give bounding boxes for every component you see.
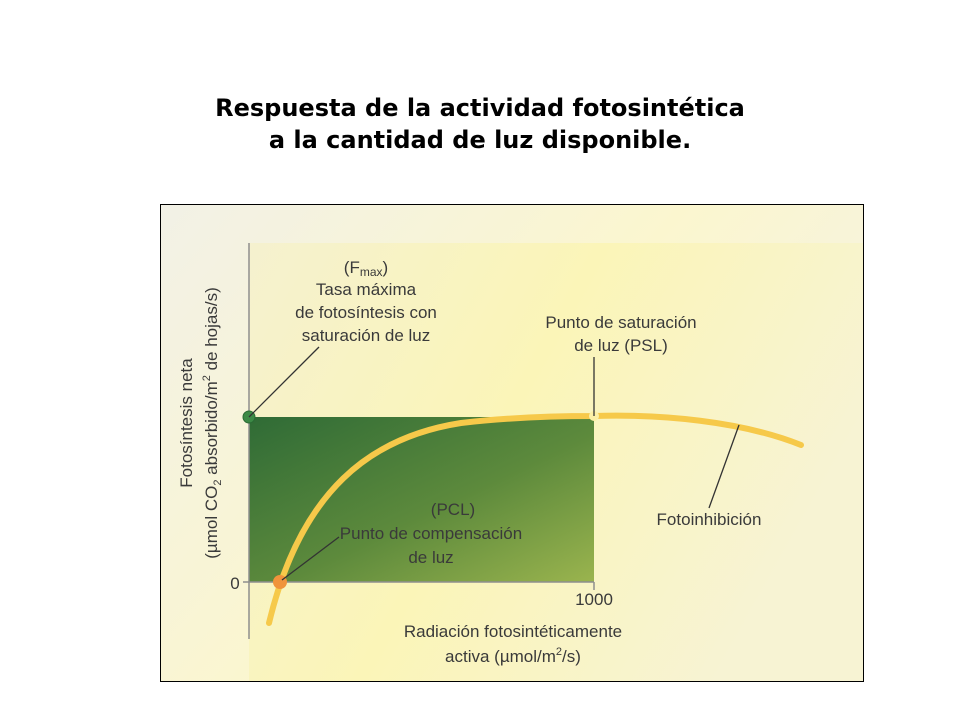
psl-label-2: de luz (PSL) xyxy=(574,336,668,355)
y-axis-title-1: Fotosíntesis neta xyxy=(177,358,196,488)
light-response-diagram xyxy=(161,205,863,681)
fmax-desc-1: Tasa máxima xyxy=(315,280,417,299)
slide-title xyxy=(0,92,960,156)
y-tick-zero: 0 xyxy=(230,574,240,593)
fmax-desc-3: saturación de luz xyxy=(301,326,431,345)
x-axis-title-2: activa $(\mu mol/m^2/s)$ xyxy=(445,646,581,666)
y-axis-title-2: (µmol $CO_2$ absorbido/$m^2$ de hojas/s) xyxy=(201,287,224,559)
title-line-1: Respuesta de la actividad fotosintética xyxy=(215,94,745,122)
light-response-figure xyxy=(160,204,864,682)
fmax-label: (Fmax) xyxy=(343,258,389,279)
photoinhibition-label: Fotoinhibición xyxy=(656,510,762,529)
pcl-label-3: de luz xyxy=(408,548,454,567)
pcl-label-2: Punto de compensación xyxy=(339,524,523,543)
x-axis-title-1: Radiación fotosintéticamente xyxy=(403,622,623,641)
x-tick-1000: 1000 xyxy=(575,590,613,609)
fmax-desc-2: de fotosíntesis con xyxy=(295,303,437,322)
psl-label-1: Punto de saturación xyxy=(545,313,697,332)
pcl-label-1: (PCL) xyxy=(430,500,476,519)
title-line-2: a la cantidad de luz disponible. xyxy=(268,126,692,154)
